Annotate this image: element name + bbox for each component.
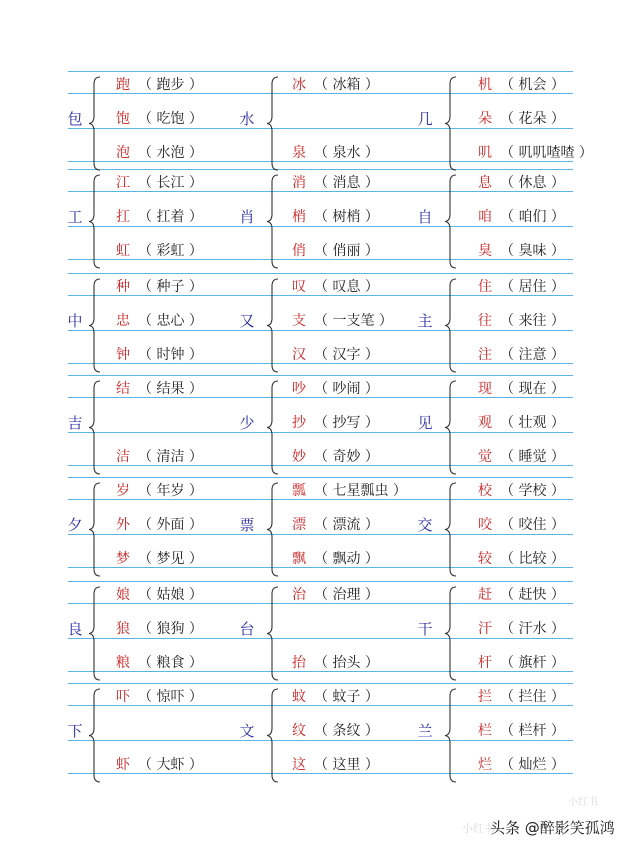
- example-word-text: 冰箱: [332, 77, 361, 93]
- example-word-text: 梦见: [156, 551, 185, 567]
- example-word-text: 结果: [156, 381, 185, 397]
- example-word: （ 学校 ）: [500, 483, 565, 499]
- curly-brace: [88, 586, 102, 681]
- derived-character-entry: [478, 346, 565, 364]
- derived-character-entry: [116, 346, 203, 364]
- derived-character: 较: [478, 551, 492, 567]
- example-word: （ 注意 ）: [500, 347, 565, 363]
- derived-character-entry: [478, 242, 565, 260]
- derived-character: 纹: [292, 723, 306, 739]
- derived-character: 种: [116, 279, 130, 295]
- derived-character: 漂: [292, 517, 306, 533]
- derived-character: 冰: [292, 77, 306, 93]
- derived-character-entry: [478, 516, 565, 534]
- component-character: 自: [417, 208, 433, 226]
- example-word: （ 治理 ）: [314, 587, 379, 603]
- derived-character-entry: [116, 312, 203, 330]
- curly-brace: [88, 278, 102, 373]
- example-word-text: 比较: [518, 551, 547, 567]
- example-word-text: 休息: [518, 175, 547, 191]
- component-character: 包: [67, 110, 83, 128]
- curly-brace: [266, 380, 280, 475]
- derived-character-entry: [478, 278, 565, 296]
- example-word-text: 睡觉: [518, 449, 547, 465]
- example-word: （ 现在 ）: [500, 381, 565, 397]
- example-word-text: 时钟: [156, 347, 185, 363]
- derived-character-entry: [292, 144, 379, 162]
- component-character: 主: [417, 312, 433, 330]
- derived-character-entry: [116, 516, 203, 534]
- example-word: （ 姑娘 ）: [138, 587, 203, 603]
- example-word: （ 狼狗 ）: [138, 621, 203, 637]
- author-credit: 头条 @醉影笑孤鸿: [490, 819, 615, 837]
- derived-character-entry: [116, 242, 203, 260]
- example-word-text: 年岁: [156, 483, 185, 499]
- example-word-text: 蚊子: [332, 689, 361, 705]
- component-character: 下: [67, 722, 83, 740]
- curly-brace: [88, 174, 102, 269]
- derived-character: 校: [478, 483, 492, 499]
- derived-character-entry: [116, 688, 203, 706]
- example-word: （ 赶快 ）: [500, 587, 565, 603]
- example-word: （ 俏丽 ）: [314, 243, 379, 259]
- curly-brace: [266, 586, 280, 681]
- curly-brace: [444, 688, 458, 783]
- example-word: （ 忠心 ）: [138, 313, 203, 329]
- example-word: （ 冰箱 ）: [314, 77, 379, 93]
- curly-brace: [266, 174, 280, 269]
- example-word-text: 飘动: [332, 551, 361, 567]
- derived-character-entry: [292, 346, 379, 364]
- derived-character-entry: [292, 586, 379, 604]
- example-word-text: 惊吓: [156, 689, 185, 705]
- derived-character-entry: [292, 448, 379, 466]
- derived-character-entry: [478, 620, 565, 638]
- example-word-text: 机会: [518, 77, 547, 93]
- example-word-text: 拦住: [518, 689, 547, 705]
- derived-character-entry: [292, 278, 379, 296]
- example-word: （ 一支笔 ）: [314, 313, 393, 329]
- example-word-text: 泉水: [332, 145, 361, 161]
- example-word: （ 漂流 ）: [314, 517, 379, 533]
- example-word: （ 咬住 ）: [500, 517, 565, 533]
- derived-character-entry: [292, 722, 379, 740]
- derived-character: 机: [478, 77, 492, 93]
- derived-character-entry: [478, 208, 565, 226]
- example-word: （ 旗杆 ）: [500, 655, 565, 671]
- derived-character: 住: [478, 279, 492, 295]
- derived-character-entry: [292, 654, 379, 672]
- derived-character: 消: [292, 175, 306, 191]
- derived-character: 钟: [116, 347, 130, 363]
- curly-brace: [266, 278, 280, 373]
- component-character: 吉: [67, 414, 83, 432]
- example-word-text: 旗杆: [518, 655, 547, 671]
- derived-character: 吵: [292, 381, 306, 397]
- derived-character: 观: [478, 415, 492, 431]
- derived-character-entry: [116, 380, 203, 398]
- family-row: [0, 170, 640, 273]
- derived-character: 瓢: [292, 483, 306, 499]
- derived-character: 吓: [116, 689, 130, 705]
- derived-character-entry: [116, 174, 203, 192]
- component-character: 兰: [417, 722, 433, 740]
- derived-character: 结: [116, 381, 130, 397]
- example-word-text: 粮食: [156, 655, 185, 671]
- example-word-text: 奇妙: [332, 449, 361, 465]
- derived-character: 注: [478, 347, 492, 363]
- example-word: （ 花朵 ）: [500, 111, 565, 127]
- example-word: （ 消息 ）: [314, 175, 379, 191]
- derived-character-entry: [116, 448, 203, 466]
- example-word-text: 赶快: [518, 587, 547, 603]
- component-character: 水: [239, 110, 255, 128]
- example-word: （ 比较 ）: [500, 551, 565, 567]
- derived-character-entry: [292, 482, 407, 500]
- example-word-text: 栏杆: [518, 723, 547, 739]
- derived-character-entry: [478, 414, 565, 432]
- example-word-text: 一支笔: [332, 313, 375, 329]
- curly-brace: [444, 278, 458, 373]
- derived-character: 治: [292, 587, 306, 603]
- derived-character: 泉: [292, 145, 306, 161]
- example-word: （ 咱们 ）: [500, 209, 565, 225]
- derived-character-entry: [292, 516, 379, 534]
- example-word-text: 咬住: [518, 517, 547, 533]
- example-word: （ 水泡 ）: [138, 145, 203, 161]
- example-word-text: 汉字: [332, 347, 361, 363]
- example-word-text: 咱们: [518, 209, 547, 225]
- derived-character-entry: [116, 756, 203, 774]
- derived-character: 岁: [116, 483, 130, 499]
- derived-character-entry: [116, 550, 203, 568]
- derived-character: 杆: [478, 655, 492, 671]
- component-character: 见: [417, 414, 433, 432]
- derived-character: 妙: [292, 449, 306, 465]
- example-word-text: 吵闹: [332, 381, 361, 397]
- derived-character: 支: [292, 313, 306, 329]
- curly-brace: [88, 688, 102, 783]
- component-character: 台: [239, 620, 255, 638]
- derived-character: 跑: [116, 77, 130, 93]
- example-word-text: 彩虹: [156, 243, 185, 259]
- derived-character-entry: [478, 482, 565, 500]
- derived-character: 扛: [116, 209, 130, 225]
- derived-character-entry: [478, 448, 565, 466]
- derived-character: 叹: [292, 279, 306, 295]
- component-character: 又: [239, 312, 255, 330]
- example-word-text: 姑娘: [156, 587, 185, 603]
- derived-character-entry: [292, 756, 379, 774]
- derived-character: 咬: [478, 517, 492, 533]
- example-word: （ 拦住 ）: [500, 689, 565, 705]
- example-word: （ 壮观 ）: [500, 415, 565, 431]
- example-word-text: 狼狗: [156, 621, 185, 637]
- derived-character: 咱: [478, 209, 492, 225]
- example-word: （ 睡觉 ）: [500, 449, 565, 465]
- example-word-text: 清洁: [156, 449, 185, 465]
- curly-brace: [266, 482, 280, 577]
- example-word: （ 惊吓 ）: [138, 689, 203, 705]
- derived-character-entry: [116, 144, 203, 162]
- example-word: （ 居住 ）: [500, 279, 565, 295]
- example-word-text: 现在: [518, 381, 547, 397]
- curly-brace: [444, 586, 458, 681]
- example-word-text: 汗水: [518, 621, 547, 637]
- derived-character: 抬: [292, 655, 306, 671]
- example-word: （ 泉水 ）: [314, 145, 379, 161]
- example-word-text: 种子: [156, 279, 185, 295]
- example-word: （ 外面 ）: [138, 517, 203, 533]
- example-word-text: 抬头: [332, 655, 361, 671]
- example-word-text: 长江: [156, 175, 185, 191]
- derived-character-entry: [116, 586, 203, 604]
- example-word: （ 树梢 ）: [314, 209, 379, 225]
- family-row: [0, 72, 640, 175]
- derived-character: 外: [116, 517, 130, 533]
- family-row: [0, 274, 640, 377]
- derived-character: 粮: [116, 655, 130, 671]
- derived-character: 汉: [292, 347, 306, 363]
- derived-character: 烂: [478, 757, 492, 773]
- derived-character: 往: [478, 313, 492, 329]
- derived-character: 饱: [116, 111, 130, 127]
- derived-character: 狼: [116, 621, 130, 637]
- curly-brace: [88, 76, 102, 171]
- example-word-text: 叽叽喳喳: [518, 145, 575, 161]
- example-word: （ 灿烂 ）: [500, 757, 565, 773]
- example-word-text: 七星瓢虫: [332, 483, 389, 499]
- derived-character-entry: [478, 110, 565, 128]
- example-word-text: 居住: [518, 279, 547, 295]
- derived-character-entry: [478, 688, 565, 706]
- example-word: （ 粮食 ）: [138, 655, 203, 671]
- example-word: （ 时钟 ）: [138, 347, 203, 363]
- example-word: （ 七星瓢虫 ）: [314, 483, 407, 499]
- example-word-text: 扛着: [156, 209, 185, 225]
- example-word: （ 栏杆 ）: [500, 723, 565, 739]
- family-row: [0, 376, 640, 479]
- component-character: 良: [67, 620, 83, 638]
- example-word: （ 叹息 ）: [314, 279, 379, 295]
- derived-character: 这: [292, 757, 306, 773]
- derived-character-entry: [116, 76, 203, 94]
- family-row: [0, 582, 640, 685]
- curly-brace: [444, 76, 458, 171]
- derived-character: 叽: [478, 145, 492, 161]
- family-row: [0, 478, 640, 581]
- derived-character: 拦: [478, 689, 492, 705]
- example-word-text: 忠心: [156, 313, 185, 329]
- curly-brace: [444, 482, 458, 577]
- derived-character: 蚊: [292, 689, 306, 705]
- component-character: 票: [239, 516, 255, 534]
- derived-character-entry: [116, 110, 203, 128]
- component-character: 几: [417, 110, 433, 128]
- example-word-text: 叹息: [332, 279, 361, 295]
- example-word: （ 抄写 ）: [314, 415, 379, 431]
- derived-character: 赶: [478, 587, 492, 603]
- example-word: （ 种子 ）: [138, 279, 203, 295]
- curly-brace: [444, 174, 458, 269]
- derived-character-entry: [292, 688, 379, 706]
- example-word: （ 跑步 ）: [138, 77, 203, 93]
- derived-character-entry: [292, 76, 379, 94]
- example-word: （ 机会 ）: [500, 77, 565, 93]
- example-word-text: 抄写: [332, 415, 361, 431]
- example-word-text: 臭味: [518, 243, 547, 259]
- derived-character: 梢: [292, 209, 306, 225]
- derived-character-entry: [292, 380, 379, 398]
- family-row: [0, 684, 640, 787]
- example-word-text: 条纹: [332, 723, 361, 739]
- derived-character-entry: [116, 278, 203, 296]
- example-word-text: 这里: [332, 757, 361, 773]
- example-word: （ 扛着 ）: [138, 209, 203, 225]
- watermark-small: 小红书: [568, 797, 598, 808]
- derived-character: 江: [116, 175, 130, 191]
- derived-character: 泡: [116, 145, 130, 161]
- derived-character-entry: [478, 756, 565, 774]
- derived-character-entry: [292, 312, 393, 330]
- derived-character: 栏: [478, 723, 492, 739]
- derived-character: 臭: [478, 243, 492, 259]
- derived-character-entry: [116, 482, 203, 500]
- example-word: （ 蚊子 ）: [314, 689, 379, 705]
- derived-character: 忠: [116, 313, 130, 329]
- example-word: （ 来往 ）: [500, 313, 565, 329]
- derived-character-entry: [478, 550, 565, 568]
- component-character: 肖: [239, 208, 255, 226]
- derived-character-entry: [292, 208, 379, 226]
- example-word-text: 治理: [332, 587, 361, 603]
- derived-character: 抄: [292, 415, 306, 431]
- derived-character: 俏: [292, 243, 306, 259]
- example-word: （ 臭味 ）: [500, 243, 565, 259]
- example-word-text: 大虾: [156, 757, 185, 773]
- example-word-text: 吃饱: [156, 111, 185, 127]
- example-word-text: 水泡: [156, 145, 185, 161]
- derived-character: 洁: [116, 449, 130, 465]
- derived-character-entry: [478, 722, 565, 740]
- example-word: （ 结果 ）: [138, 381, 203, 397]
- example-word: （ 休息 ）: [500, 175, 565, 191]
- derived-character-entry: [478, 144, 593, 162]
- curly-brace: [88, 380, 102, 475]
- derived-character-entry: [116, 620, 203, 638]
- component-character: 文: [239, 722, 255, 740]
- derived-character-entry: [292, 242, 379, 260]
- derived-character: 息: [478, 175, 492, 191]
- derived-character-entry: [116, 654, 203, 672]
- curly-brace: [266, 688, 280, 783]
- component-character: 夕: [67, 516, 83, 534]
- derived-character: 梦: [116, 551, 130, 567]
- curly-brace: [266, 76, 280, 171]
- example-word: （ 汉字 ）: [314, 347, 379, 363]
- example-word: （ 这里 ）: [314, 757, 379, 773]
- example-word: （ 大虾 ）: [138, 757, 203, 773]
- example-word-text: 跑步: [156, 77, 185, 93]
- derived-character: 虾: [116, 757, 130, 773]
- example-word-text: 注意: [518, 347, 547, 363]
- component-character: 工: [67, 208, 83, 226]
- example-word: （ 彩虹 ）: [138, 243, 203, 259]
- curly-brace: [88, 482, 102, 577]
- derived-character: 娘: [116, 587, 130, 603]
- derived-character: 觉: [478, 449, 492, 465]
- example-word: （ 清洁 ）: [138, 449, 203, 465]
- example-word-text: 漂流: [332, 517, 361, 533]
- derived-character: 虹: [116, 243, 130, 259]
- example-word-text: 来往: [518, 313, 547, 329]
- derived-character-entry: [292, 174, 379, 192]
- derived-character: 朵: [478, 111, 492, 127]
- component-character: 少: [239, 414, 255, 432]
- example-word: （ 吃饱 ）: [138, 111, 203, 127]
- example-word: （ 梦见 ）: [138, 551, 203, 567]
- component-character: 中: [67, 312, 83, 330]
- derived-character-entry: [478, 586, 565, 604]
- watermark-faint: 小红书: [462, 822, 495, 835]
- example-word: （ 条纹 ）: [314, 723, 379, 739]
- derived-character-entry: [116, 208, 203, 226]
- derived-character-entry: [478, 380, 565, 398]
- example-word: （ 抬头 ）: [314, 655, 379, 671]
- example-word-text: 俏丽: [332, 243, 361, 259]
- derived-character: 飘: [292, 551, 306, 567]
- derived-character-entry: [478, 654, 565, 672]
- component-character: 干: [417, 620, 433, 638]
- derived-character: 现: [478, 381, 492, 397]
- derived-character-entry: [478, 76, 565, 94]
- example-word: （ 叽叽喳喳 ）: [500, 145, 593, 161]
- component-character: 交: [417, 516, 433, 534]
- example-word-text: 灿烂: [518, 757, 547, 773]
- example-word-text: 学校: [518, 483, 547, 499]
- example-word: （ 飘动 ）: [314, 551, 379, 567]
- curly-brace: [444, 380, 458, 475]
- derived-character-entry: [292, 414, 379, 432]
- example-word-text: 树梢: [332, 209, 361, 225]
- derived-character: 汗: [478, 621, 492, 637]
- derived-character-entry: [292, 550, 379, 568]
- example-word-text: 壮观: [518, 415, 547, 431]
- example-word: （ 汗水 ）: [500, 621, 565, 637]
- example-word: （ 奇妙 ）: [314, 449, 379, 465]
- derived-character-entry: [478, 174, 565, 192]
- example-word-text: 花朵: [518, 111, 547, 127]
- example-word-text: 外面: [156, 517, 185, 533]
- example-word: （ 年岁 ）: [138, 483, 203, 499]
- derived-character-entry: [478, 312, 565, 330]
- example-word: （ 吵闹 ）: [314, 381, 379, 397]
- example-word-text: 消息: [332, 175, 361, 191]
- example-word: （ 长江 ）: [138, 175, 203, 191]
